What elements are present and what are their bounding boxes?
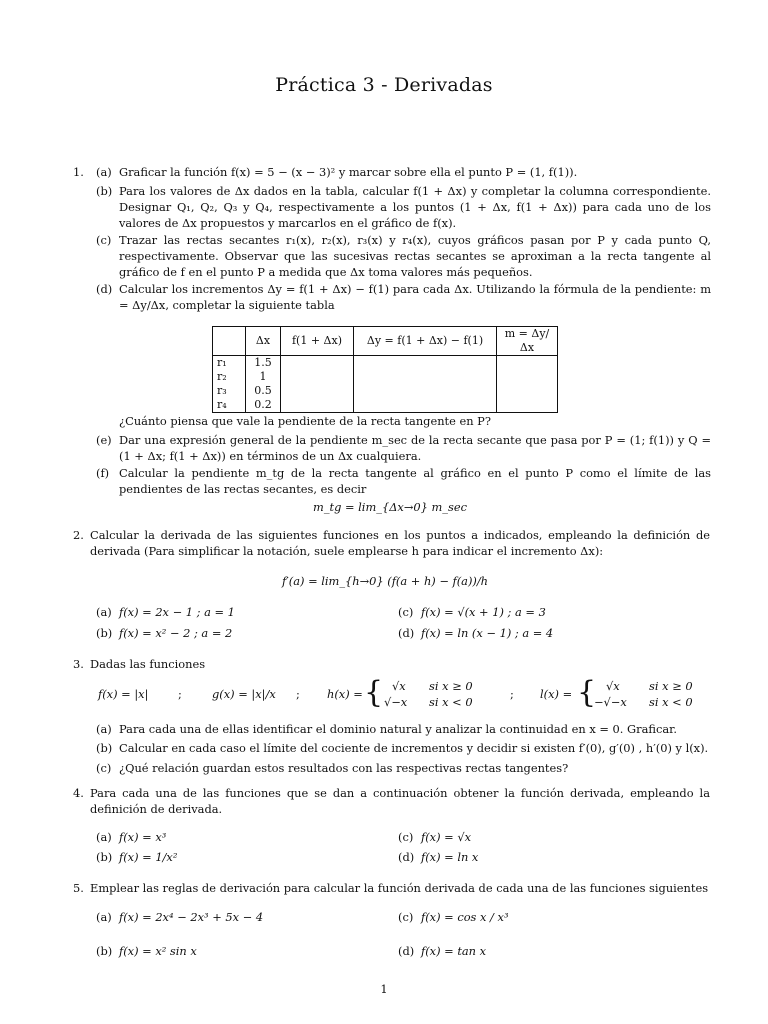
function-h-case-1-cond: si x ≥ 0 [429, 679, 473, 693]
table-cell-dx: 0.2 [246, 398, 281, 413]
table-row [213, 398, 558, 413]
table-cell-empty [281, 370, 354, 384]
table-row-label: r₁ [213, 356, 246, 371]
exercise-4a-label: (a) [96, 830, 112, 844]
table-header-cell: Δy = f(1 + Δx) − f(1) [354, 327, 497, 356]
table-header-cell: m = Δy/Δx [497, 327, 558, 356]
exercise-1f-text: Calcular la pendiente m_tg de la recta tangente al gráfico en el punto P como el límite de las pendientes de las rectas secantes, es decir [119, 466, 711, 496]
exercise-3b-text: Calcular en cada caso el límite del cociente de incrementos y decidir si existen f′(0), g′(0) , h′(0) y l(x). [119, 741, 709, 755]
derivative-definition-formula: f′(a) = lim_{h→0} (f(a + h) − f(a))/h [281, 574, 489, 588]
table-row [213, 370, 558, 384]
table-cell-empty [281, 384, 354, 398]
exercise-5b-expr: f(x) = x² sin x [119, 944, 197, 958]
separator: ; [296, 687, 300, 701]
exercise-4a-expr: f(x) = x³ [119, 830, 167, 844]
function-h-case-1-expr: √x [392, 679, 406, 693]
exercise-3c-label: (c) [96, 761, 112, 775]
exercise-4d-label: (d) [398, 850, 415, 864]
table-cell-empty [354, 384, 497, 398]
function-l-case-2-expr: −√−x [594, 695, 627, 709]
page-title: Práctica 3 - Derivadas [275, 74, 493, 96]
exercise-4d-expr: f(x) = ln x [421, 850, 479, 864]
exercise-5a-label: (a) [96, 910, 112, 924]
table-cell-empty [497, 398, 558, 413]
separator: ; [178, 687, 182, 701]
function-g-definition: g(x) = |x|/x [212, 687, 276, 701]
table-cell-empty [354, 356, 497, 371]
function-h-case-2-cond: si x < 0 [429, 695, 473, 709]
exercise-5-number: 5. [73, 881, 84, 895]
function-f-definition: f(x) = |x| [98, 687, 149, 701]
exercise-4-number: 4. [73, 786, 84, 800]
exercise-1b-label: (b) [96, 184, 113, 198]
table-header-cell [213, 327, 246, 356]
exercise-1c-text: Trazar las rectas secantes r₁(x), r₂(x), r₃(x) y r₄(x), cuyos gráficos pasan por P y cada punto Q, respectivamente. Observar que las sucesivas rectas secantes se aproximan a la recta tangente al gráfico de f en el punto P a medida que Δx toma valores más pequeños. [119, 233, 711, 279]
table-header-cell: Δx [246, 327, 281, 356]
exercise-5c-expr: f(x) = cos x / x³ [421, 910, 509, 924]
exercise-3a-text: Para cada una de ellas identificar el dominio natural y analizar la continuidad en x = 0. Graficar. [119, 722, 677, 736]
table-cell-empty [497, 370, 558, 384]
exercise-1e-text: Dar una expresión general de la pendiente m_sec de la recta secante que pasa por P = (1; f(1)) y Q = (1 + Δx; f(1 + Δx)) en términos de un Δx cualquiera. [119, 433, 711, 463]
exercise-4c-expr: f(x) = √x [421, 830, 471, 844]
table-cell-empty [497, 356, 558, 371]
exercise-2d-label: (d) [398, 626, 415, 640]
exercise-1e-label: (e) [96, 433, 112, 447]
table-row-label: r₄ [213, 398, 246, 413]
table-row [213, 356, 558, 371]
increments-table [212, 326, 558, 413]
exercise-5b-label: (b) [96, 944, 113, 958]
table-row-label: r₃ [213, 384, 246, 398]
table-row-label: r₂ [213, 370, 246, 384]
tangent-slope-formula: m_tg = lim_{Δx→0} m_sec [313, 500, 467, 514]
function-h-name: h(x) = [327, 687, 363, 701]
exercise-5d-expr: f(x) = tan x [421, 944, 487, 958]
exercise-1a-label: (a) [96, 165, 112, 179]
exercise-2b-label: (b) [96, 626, 113, 640]
exercise-2d-expr: f(x) = ln (x − 1) ; a = 4 [421, 626, 554, 640]
exercise-1f-label: (f) [96, 466, 110, 480]
table-row [213, 384, 558, 398]
function-l-case-2-cond: si x < 0 [649, 695, 693, 709]
table-cell-dx: 1.5 [246, 356, 281, 371]
table-cell-dx: 1 [246, 370, 281, 384]
exercise-2-text: Calcular la derivada de las siguientes funciones en los puntos a indicados, empleando la definición de derivada (Para simplificar la notación, suele emplearse h para indicar el incremento Δx): [90, 528, 710, 558]
exercise-3b-label: (b) [96, 741, 113, 755]
exercise-4b-expr: f(x) = 1/x² [119, 850, 178, 864]
exercise-1b-text: Para los valores de Δx dados en la tabla, calcular f(1 + Δx) y completar la columna correspondiente. Designar Q₁, Q₂, Q₃ y Q₄, respectivamente a los puntos (1 + Δx, f(1 + Δx)) para cada uno de los valores de Δx propuestos y marcarlos en el gráfico de f(x). [119, 184, 711, 230]
exercise-2c-label: (c) [398, 605, 414, 619]
table-cell-dx: 0.5 [246, 384, 281, 398]
exercise-1c-label: (c) [96, 233, 112, 247]
function-l-case-1-expr: √x [606, 679, 620, 693]
exercise-3a-label: (a) [96, 722, 112, 736]
function-h-case-2-expr: √−x [384, 695, 408, 709]
table-header-cell: f(1 + Δx) [281, 327, 354, 356]
table-cell-empty [354, 398, 497, 413]
exercise-3-text: Dadas las funciones [90, 657, 206, 671]
table-cell-empty [281, 398, 354, 413]
left-brace-icon: { [577, 675, 597, 710]
exercise-2a-label: (a) [96, 605, 112, 619]
table-cell-empty [281, 356, 354, 371]
exercise-1a-text: Graficar la función f(x) = 5 − (x − 3)² y marcar sobre ella el punto P = (1, f(1)). [119, 165, 578, 179]
exercise-5a-expr: f(x) = 2x⁴ − 2x³ + 5x − 4 [119, 910, 264, 924]
exercise-2a-expr: f(x) = 2x − 1 ; a = 1 [119, 605, 235, 619]
exercise-3c-text: ¿Qué relación guardan estos resultados con las respectivas rectas tangentes? [119, 761, 569, 775]
table-cell-empty [354, 370, 497, 384]
exercise-5-text: Emplear las reglas de derivación para calcular la función derivada de cada una de las funciones siguientes [90, 881, 709, 895]
separator: ; [510, 687, 514, 701]
exercise-2-number: 2. [73, 528, 84, 542]
table-header-row [213, 327, 558, 356]
exercise-5d-label: (d) [398, 944, 415, 958]
exercise-1d-label: (d) [96, 282, 113, 296]
exercise-2b-expr: f(x) = x² − 2 ; a = 2 [119, 626, 233, 640]
exercise-3-number: 3. [73, 657, 84, 671]
function-l-case-1-cond: si x ≥ 0 [649, 679, 693, 693]
function-l-name: l(x) = [540, 687, 573, 701]
table-cell-empty [497, 384, 558, 398]
exercise-4c-label: (c) [398, 830, 414, 844]
exercise-5c-label: (c) [398, 910, 414, 924]
exercise-1-number: 1. [73, 165, 84, 179]
exercise-1-question: ¿Cuánto piensa que vale la pendiente de la recta tangente en P? [119, 414, 491, 428]
page-number: 1 [380, 982, 388, 996]
exercise-2c-expr: f(x) = √(x + 1) ; a = 3 [421, 605, 546, 619]
exercise-4-text: Para cada una de las funciones que se dan a continuación obtener la función derivada, empleando la definición de derivada. [90, 786, 710, 816]
exercise-4b-label: (b) [96, 850, 113, 864]
left-brace-icon: { [364, 675, 384, 710]
exercise-1d-text: Calcular los incrementos Δy = f(1 + Δx) − f(1) para cada Δx. Utilizando la fórmula de la pendiente: m = Δy/Δx, completar la siguiente tabla [119, 282, 711, 312]
